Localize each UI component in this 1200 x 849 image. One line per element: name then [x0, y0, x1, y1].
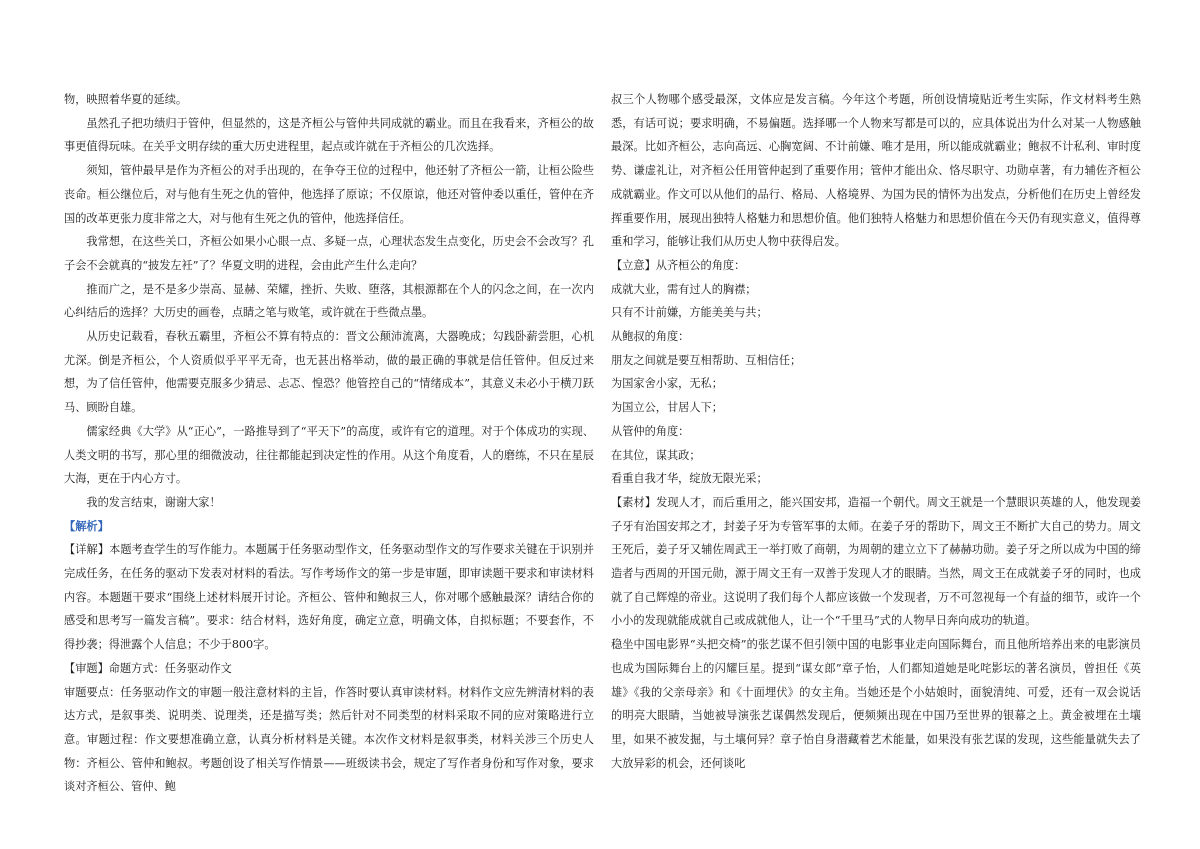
paragraph: 在其位，谋其政； — [611, 448, 701, 462]
paragraph: 从管仲的角度： — [611, 424, 690, 438]
paragraph: 朋友之间就是要互相帮助、互相信任； — [611, 353, 802, 367]
right-column — [611, 88, 1141, 775]
paragraph: 为国家舍小家，无私； — [611, 377, 723, 391]
paragraph-text: 发现人才，而后重用之，能兴国安邦，造福一个朝代。周文王就是一个慧眼识英雄的人，他发现姜子牙有治国安邦之才，封姜子牙为专管军事的太师。在姜子牙的帮助下，周文王不断扩大自己的势力。周文王死后，姜子牙又辅佐周武王一举打败了商朝，为周朝的建立立下了赫赫功勋。姜子牙之所以成为中国的缔造者与西周的开国元勋，源于周文王有一双善于发现人才的眼睛。当然，周文王在成就姜子牙的同时，也成就了自己辉煌的帝业。这说明了我们每个人都应该做一个发现者，万不可忽视每一个有益的细节，或许一个小小的发现就能成就自己或成就他人，让一个“千里马”式的人物早日奔向成功的轨道。 — [611, 495, 1141, 628]
paragraph: 审题要点：任务驱动作文的审题一般注意材料的主旨，作答时要认真审读材料。材料作文应先辨清材料的表达方式，是叙事类、说明类、说理类，还是描写类；然后针对不同类型的材料采取不同的应对策略进行立意。审题过程：作文要想准确立意，认真分析材料是关键。本次作文材料是叙事类，材料关涉三个历史人物：齐桓公、管仲和鲍叔。考题创设了相关写作情景——班级读书会，规定了写作者身份和写作对象，要求谈对齐桓公、管仲、鲍 — [64, 685, 594, 794]
paragraph-text: 从齐桓公的角度： — [655, 258, 746, 272]
paragraph: 为国立公，甘居人下； — [611, 401, 723, 415]
paragraph: 儒家经典《大学》从“正心”，一路推导到了“平天下”的高度，或许有它的道理。对于个体成功的实现、人类文明的书写，那心里的细微波动，往往都能起到决定性的作用。从这个角度看，人的磨练，不只在星辰大海，更在于内心方寸。 — [64, 424, 594, 486]
paragraph: 从鲍叔的角度： — [611, 330, 690, 344]
paragraph: 须知，管仲最早是作为齐桓公的对手出现的，在争夺王位的过程中，他还射了齐桓公一箭，让桓公险些丧命。桓公继位后，对与他有生死之仇的管仲，他选择了原谅；不仅原谅，他还对管仲委以重任，管仲在齐国的改革更张力度非常之大，对与他有生死之仇的管仲，他选择信任。 — [64, 164, 594, 225]
analysis-heading: 【解析】 — [64, 518, 109, 533]
paragraph: 从历史记载看，春秋五霸里，齐桓公不算有特点的：晋文公颠沛流离，大器晚成；勾践卧薪尝胆，心机尤深。倒是齐桓公，个人资质似乎平平无奇，也无甚出格举动，做的最正确的事就是信任管仲。但反过来想，为了信任管仲，他需要克服多少猜忌、忐忑、惶恐？他管控自己的“情绪成本”，其意义未必小于横刀跃马、顾盼自雄。 — [64, 330, 594, 415]
paragraph: 叔三个人物哪个感受最深，文体应是发言稿。今年这个考题，所创设情境贴近考生实际，作文材料考生熟悉，有话可说；要求明确，不易偏题。选择哪一个人物来写都是可以的，应具体说出为什么对某一人物感触最深。比如齐桓公，志向高远、心胸宽阔、不计前嫌、唯才是用，所以能成就霸业；鲍叔不计私利、审时度势、谦虚礼让，对齐桓公任用管仲起到了重要作用；管仲才能出众、恪尽职守、功勋卓著，有力辅佐齐桓公成就霸业。作文可以从他们的品行、格局、人格境界、为国为民的情怀为出发点，分析他们在历史上曾经发挥重要作用，展现出独特人格魅力和思想价值。他们独特人格魅力和思想价值在今天仍有现实意义，值得尊重和学习，能够让我们从历史人物中获得启发。 — [611, 93, 1141, 249]
paragraph-label: 【审题】 — [64, 661, 109, 675]
labeled-paragraph — [611, 491, 1141, 633]
paragraph: 看重自我才华，绽放无限光采； — [611, 472, 768, 486]
paragraph: 虽然孔子把功绩归于管仲，但显然的，这是齐桓公与管仲共同成就的霸业。而且在我看来，齐桓公的故事更值得玩味。在关乎文明存续的重大历史进程里，起点或许就在于齐桓公的几次选择。 — [64, 116, 594, 154]
paragraph-label: 【素材】 — [611, 495, 657, 509]
labeled-paragraph — [64, 538, 594, 657]
paragraph: 我的发言结束，谢谢大家！ — [86, 495, 221, 509]
paragraph-label: 【详解】 — [64, 543, 110, 557]
paragraph-label: 【立意】 — [611, 258, 656, 272]
paragraph-text: 本题考查学生的写作能力。本题属于任务驱动型作文，任务驱动型作文的写作要求关键在于识别并完成任务，在任务的驱动下发表对材料的看法。写作考场作文的第一步是审题，即审读题干要求和审读材料内容。本题题干要求“围绕上述材料展开讨论。齐桓公、管仲和鲍叔三人，你对哪个感触最深？请结合你的感受和思考写一篇发言稿”。要求：结合材料，选好角度，确定立意，明确文体，自拟标题；不要套作，不得抄袭；得泄露个人信息；不少于800字。 — [64, 543, 594, 652]
section-heading — [64, 515, 594, 539]
paragraph: 我常想，在这些关口，齐桓公如果小心眼一点、多疑一点，心理状态发生点变化，历史会不会改写？孔子会不会就真的“披发左衽”了？华夏文明的进程，会由此产生什么走向？ — [64, 235, 594, 272]
paragraph-text: 命题方式：任务驱动作文 — [108, 661, 232, 675]
labeled-paragraph — [611, 254, 1141, 278]
paragraph: 成就大业，需有过人的胸襟； — [611, 282, 757, 296]
paragraph: 只有不计前嫌，方能美美与共； — [611, 306, 768, 320]
paragraph: 稳坐中国电影界“头把交椅”的张艺谋不但引领中国的电影事业走向国际舞台，而且他所培养出来的电影演员也成为国际舞台上的闪耀巨星。提到“谋女郎”章子怡，人们都知道她是叱咤影坛的著名演员，曾担任《英雄》《我的父亲母亲》和《十面埋伏》的女主角。当她还是个小姑娘时，面貌清纯、可爱，还有一双会说话的明亮大眼睛，当她被导演张艺谋偶然发现后，便频频出现在中国乃至世界的银幕之上。黄金被埋在土壤里，如果不被发掘，与土壤何异？章子怡自身潜藏着艺术能量，如果没有张艺谋的发现，这些能量就失去了大放异彩的机会，还何谈叱 — [611, 638, 1141, 770]
left-column — [64, 88, 594, 799]
paragraph: 推而广之，是不是多少崇高、显赫、荣耀，挫折、失败、堕落，其根源都在个人的闪念之间，在一次内心纠结后的选择？大历史的画卷，点睛之笔与败笔，或许就在于些微点墨。 — [64, 282, 594, 320]
labeled-paragraph — [64, 657, 594, 681]
paragraph: 物，映照着华夏的延续。 — [64, 93, 188, 106]
